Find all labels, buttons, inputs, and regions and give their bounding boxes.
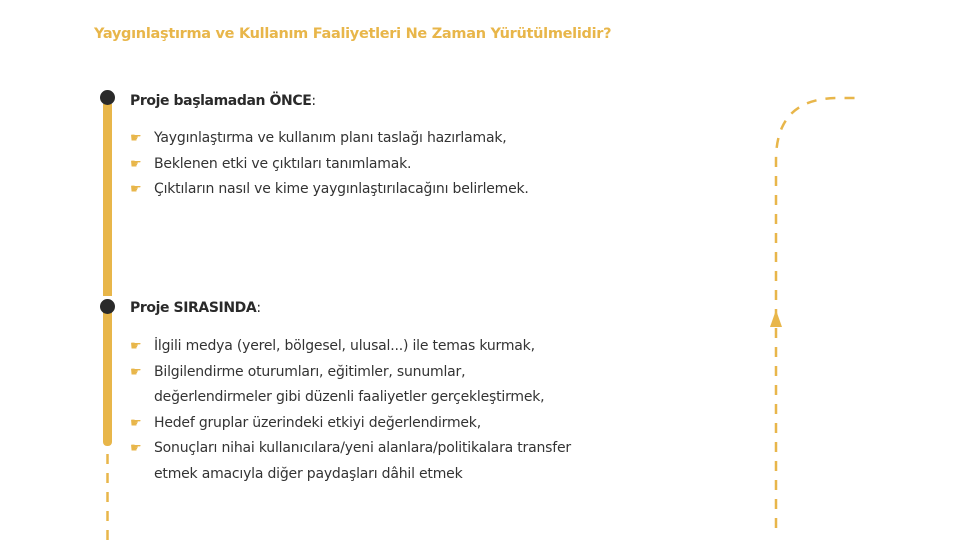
list-item (130, 411, 571, 437)
timeline-dot-during (100, 299, 115, 314)
list-before (130, 126, 529, 203)
list-item-text: Çıktıların nasıl ve kime yaygınlaştırılacağını belirlemek. (154, 181, 529, 197)
list-item-text: İlgili medya (yerel, bölgesel, ulusal...) ile temas kurmak, (154, 338, 535, 354)
list-item-text: Bilgilendirme oturumları, eğitimler, sunumlar, (154, 363, 466, 380)
section-heading-text: Proje başlamadan ÖNCE (130, 93, 312, 109)
section-heading-text: Proje SIRASINDA (130, 300, 257, 316)
list-item (130, 152, 529, 178)
pointing-hand-icon: ☛ (130, 182, 142, 197)
pointing-hand-icon: ☛ (130, 156, 142, 172)
pointing-hand-icon: ☛ (130, 131, 142, 146)
heading-colon: : (256, 300, 261, 316)
arrow-head-icon (770, 310, 782, 327)
pointing-hand-icon: ☛ (130, 364, 142, 380)
return-arrow-dashed-path (776, 98, 860, 528)
timeline-dot-before (100, 90, 115, 105)
section-heading-during (130, 300, 261, 316)
list-item-text: Sonuçları nihai kullanıcılara/yeni alanlara/politikalara transfer (154, 440, 571, 456)
list-item-text-continued: değerlendirmeler gibi düzenli faaliyetler gerçekleştirmek, (154, 389, 545, 405)
pointing-hand-icon: ☛ (130, 415, 142, 431)
list-item-text: Hedef gruplar üzerindeki etkiyi değerlendirmek, (154, 414, 481, 431)
list-item-text: Yaygınlaştırma ve kullanım planı taslağı hazırlamak, (154, 130, 507, 146)
list-item-text-continued: etmek amacıyla diğer paydaşları dâhil etmek (154, 465, 463, 482)
page-title: Yaygınlaştırma ve Kullanım Faaliyetleri Ne Zaman Yürütülmelidir? (94, 26, 612, 42)
list-item (130, 177, 529, 203)
list-item (130, 126, 529, 152)
pointing-hand-icon: ☛ (130, 339, 142, 354)
pointing-hand-icon: ☛ (130, 441, 142, 456)
list-during (130, 334, 571, 487)
heading-colon: : (311, 93, 316, 109)
list-item (130, 360, 571, 411)
list-item (130, 334, 571, 360)
list-item (130, 436, 571, 487)
section-heading-before (130, 93, 316, 109)
list-item-text: Beklenen etki ve çıktıları tanımlamak. (154, 155, 412, 172)
